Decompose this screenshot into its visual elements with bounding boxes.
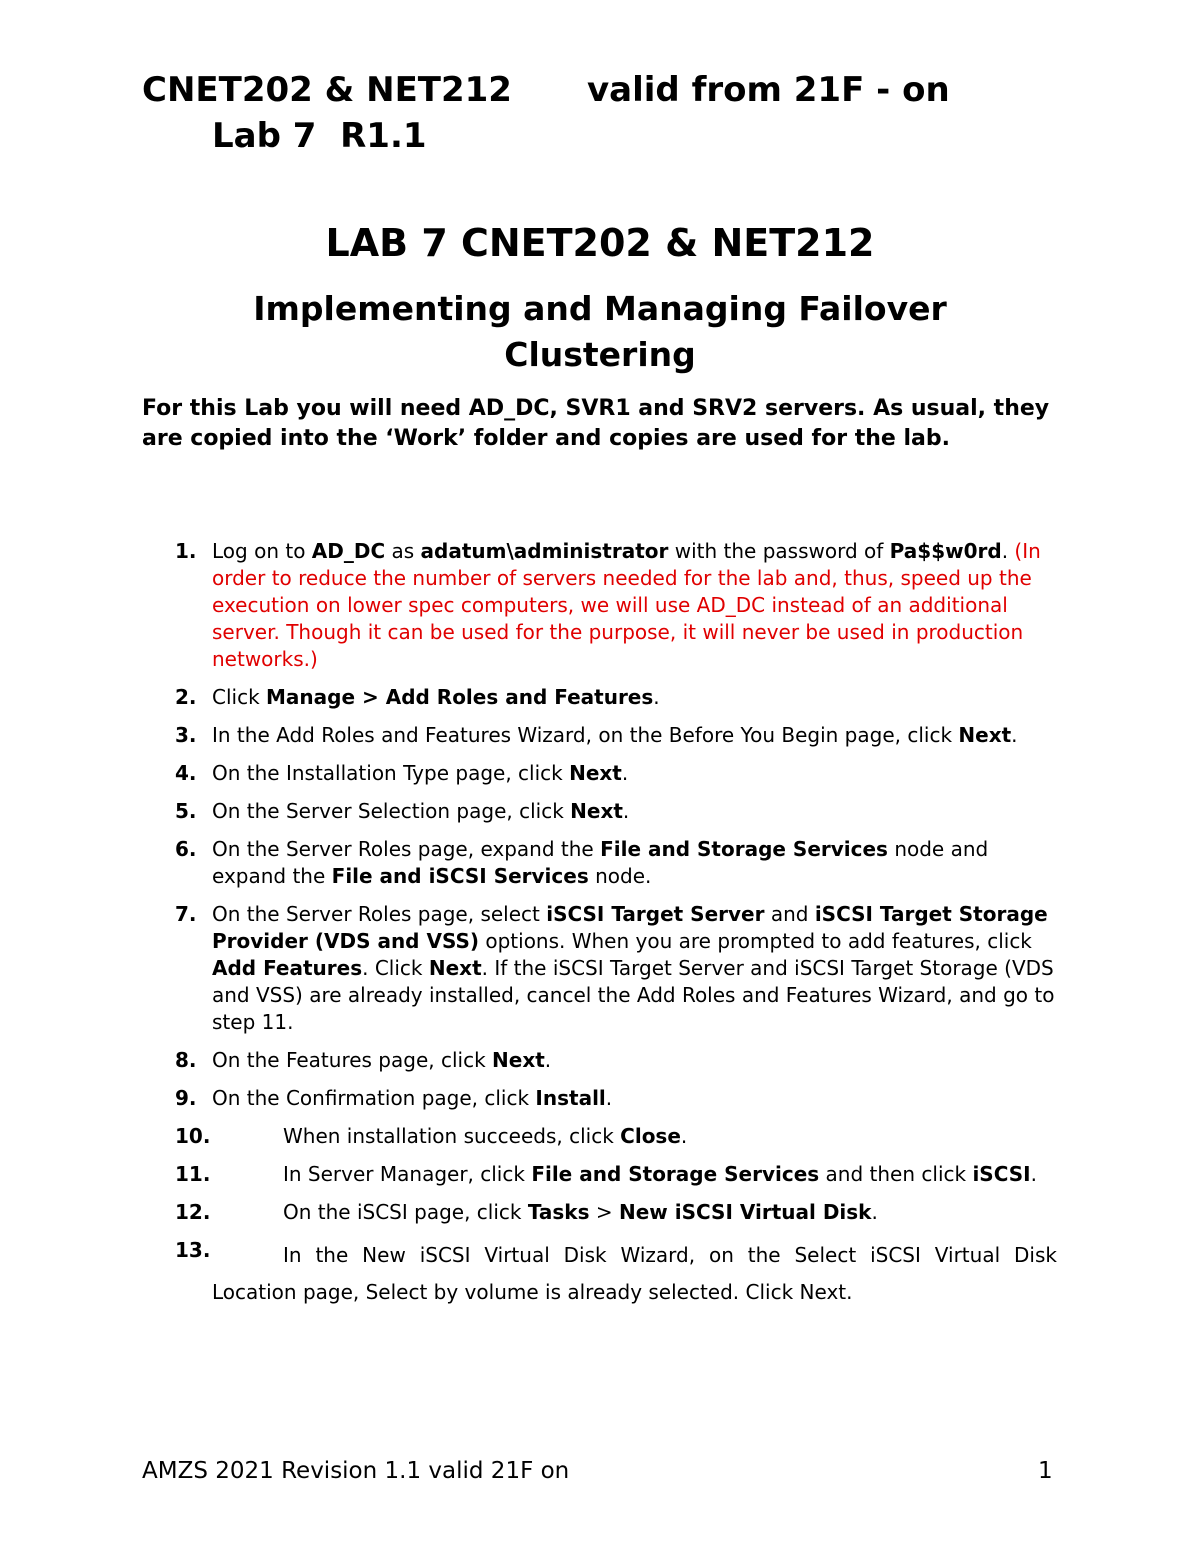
step-text-run: options. When you are prompted to add features, click xyxy=(479,929,1032,953)
step-number: 9. xyxy=(175,1086,197,1110)
header-lab-revision: Lab 7 R1.1 xyxy=(212,116,427,156)
step-text-run: When installation succeeds, click xyxy=(283,1124,621,1148)
page-number: 1 xyxy=(1038,1458,1053,1484)
step-text xyxy=(212,1085,1057,1112)
step-text-run: File and iSCSI Services xyxy=(331,864,589,888)
step-text-run: Log on to xyxy=(212,539,312,563)
step-text-run: node. xyxy=(588,864,652,888)
step-item xyxy=(0,798,1200,825)
step-text-run: . xyxy=(871,1200,878,1224)
step-text-run: Next xyxy=(958,723,1012,747)
step-text-run: AD_DC xyxy=(311,539,386,563)
step-text xyxy=(212,1123,1057,1150)
step-text-run: . xyxy=(622,799,630,823)
step-text-run: adatum\administrator xyxy=(420,539,669,563)
step-text-run: Pa$$w0rd xyxy=(889,539,1002,563)
step-text-run: On the Installation Type page, click xyxy=(212,761,570,785)
step-text-run: (In order to reduce the number of servers needed for the lab and, thus, speed up the execution on lower spec computers, we will use AD_DC instead of an additional server. Though it can be used for the purpose, it will never be used in production networks.) xyxy=(212,539,1041,671)
step-text-run: and then click xyxy=(819,1162,973,1186)
step-text-run: as xyxy=(385,539,421,563)
step-text-run: and xyxy=(764,902,815,926)
step-number: 2. xyxy=(175,685,197,709)
step-text-run: Tasks xyxy=(527,1200,590,1224)
step-number: 8. xyxy=(175,1048,197,1072)
step-text-run: Next xyxy=(492,1048,545,1072)
step-item xyxy=(0,1123,1200,1150)
step-text-run: > xyxy=(589,1200,619,1224)
step-text-run: with the password of xyxy=(668,539,890,563)
step-text xyxy=(212,684,1057,711)
step-text-run: . xyxy=(544,1048,552,1072)
step-item xyxy=(0,1161,1200,1188)
step-number: 6. xyxy=(175,837,197,861)
step-text-run: File and Storage Services xyxy=(531,1162,820,1186)
step-text xyxy=(212,836,1057,890)
step-text-run: Click xyxy=(212,685,267,709)
step-text-run: . xyxy=(1001,539,1015,563)
step-number: 1. xyxy=(175,539,197,563)
step-number: 3. xyxy=(175,723,197,747)
step-text-run: . xyxy=(621,761,629,785)
step-item xyxy=(0,722,1200,749)
step-item xyxy=(0,1199,1200,1226)
step-text-run: . xyxy=(680,1124,688,1148)
step-text xyxy=(212,901,1057,1036)
step-number: 5. xyxy=(175,799,197,823)
step-text-run: . xyxy=(1011,723,1018,747)
step-number: 11. xyxy=(175,1162,211,1186)
step-text-run: Add Features xyxy=(212,956,363,980)
step-text xyxy=(212,1161,1057,1188)
step-number: 7. xyxy=(175,902,197,926)
step-text xyxy=(212,760,1057,787)
step-number: 13. xyxy=(175,1238,211,1262)
step-text-run: Manage > Add Roles and Features xyxy=(266,685,654,709)
step-text-run: Close xyxy=(620,1124,681,1148)
step-text-run: In Server Manager, click xyxy=(283,1162,532,1186)
step-text-run: . xyxy=(653,685,660,709)
header-course: CNET202 & NET212 xyxy=(142,70,512,110)
steps-list xyxy=(0,538,1200,1322)
step-text xyxy=(212,1237,1057,1311)
step-item xyxy=(0,1085,1200,1112)
step-text-run: iSCSI Target Storage Provider (VDS and VSS) xyxy=(212,902,1048,953)
step-number: 4. xyxy=(175,761,197,785)
step-text-run: Next xyxy=(570,799,623,823)
step-text-run: . xyxy=(1030,1162,1037,1186)
step-text-run: On the Features page, click xyxy=(212,1048,493,1072)
step-item xyxy=(0,1237,1200,1311)
step-item xyxy=(0,836,1200,890)
step-text-run: File and Storage Services xyxy=(600,837,888,861)
step-text-run: New iSCSI Virtual Disk xyxy=(619,1200,872,1224)
footer-text: AMZS 2021 Revision 1.1 valid 21F on xyxy=(142,1458,570,1484)
step-text xyxy=(212,1199,1057,1226)
step-text-run: On the Server Selection page, click xyxy=(212,799,571,823)
step-text-run: . If the iSCSI Target Server and iSCSI Target Storage (VDS and VSS) are already installed, cancel the Add Roles and Features Wizard, and go to step 11. xyxy=(212,956,1055,1034)
step-text-run: Install xyxy=(535,1086,606,1110)
step-text-run: iSCSI xyxy=(972,1162,1031,1186)
header-validity: valid from 21F - on xyxy=(587,70,950,110)
step-text-run: On the Server Roles page, expand the xyxy=(212,837,601,861)
step-text-run: Next xyxy=(569,761,622,785)
intro-paragraph: For this Lab you will need AD_DC, SVR1 and SRV2 servers. As usual, they are copied into the ‘Work’ folder and copies are used for the lab. xyxy=(142,396,1050,451)
step-number: 10. xyxy=(175,1124,211,1148)
step-text-run: On the Server Roles page, select xyxy=(212,902,547,926)
document-title: LAB 7 CNET202 & NET212 xyxy=(325,221,875,265)
step-text-run: . xyxy=(605,1086,613,1110)
step-text-run: On the Confirmation page, click xyxy=(212,1086,536,1110)
step-text xyxy=(212,1047,1057,1074)
step-text-run: node and expand the xyxy=(212,837,989,888)
step-item xyxy=(0,538,1200,673)
step-text-run: . Click xyxy=(362,956,429,980)
step-text-run: Next xyxy=(428,956,482,980)
step-text xyxy=(212,722,1057,749)
step-item xyxy=(0,1047,1200,1074)
step-text-run: On the iSCSI page, click xyxy=(283,1200,528,1224)
step-text xyxy=(212,538,1057,673)
step-item xyxy=(0,901,1200,1036)
step-text-run: In the Add Roles and Features Wizard, on the Before You Begin page, click xyxy=(212,723,959,747)
step-number: 12. xyxy=(175,1200,211,1224)
step-item xyxy=(0,684,1200,711)
step-item xyxy=(0,760,1200,787)
step-text xyxy=(212,798,1057,825)
document-subtitle: Implementing and Managing Failover Clustering xyxy=(253,289,947,374)
step-text-run: In the New iSCSI Virtual Disk Wizard, on the Select iSCSI Virtual Disk Location page, Select by volume is already selected. Click Next. xyxy=(212,1243,1057,1304)
step-text-run: iSCSI Target Server xyxy=(546,902,765,926)
